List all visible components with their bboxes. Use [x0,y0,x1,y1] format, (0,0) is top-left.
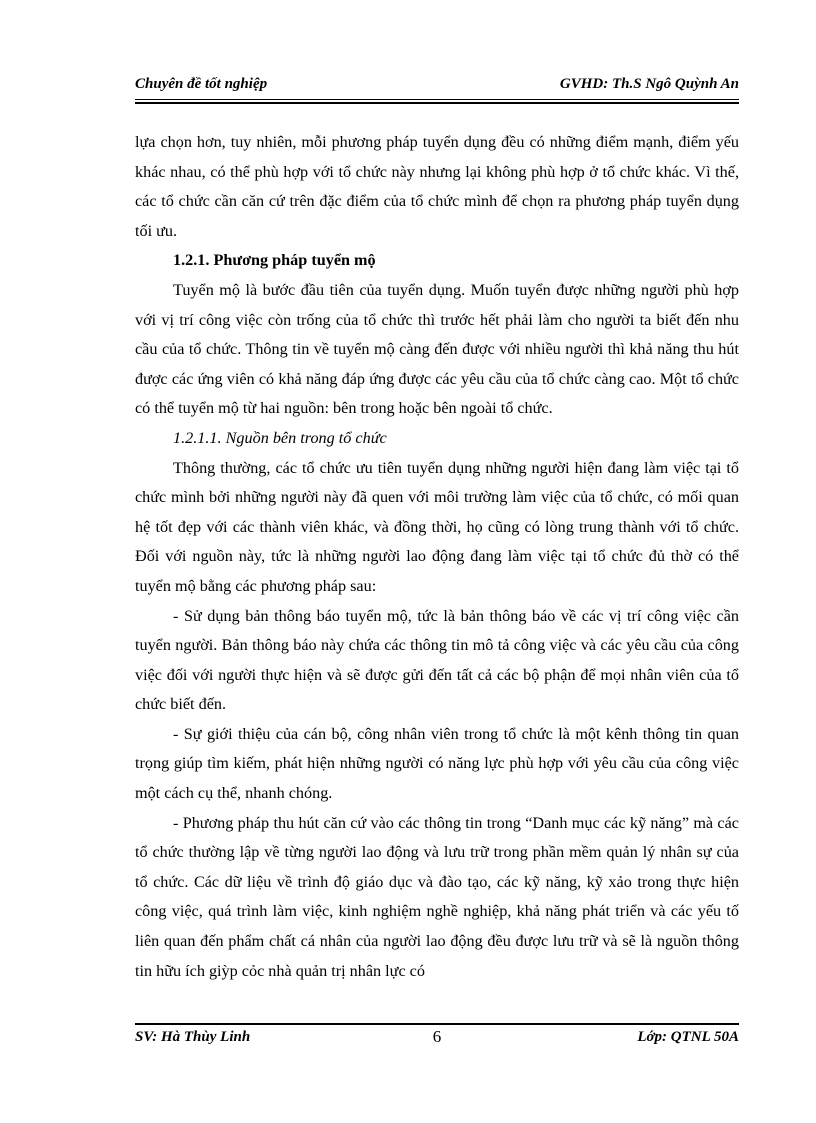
page-number: 6 [432,1027,442,1046]
list-item-referral: - Sự giới thiệu của cán bộ, công nhân viên trong tổ chức là một kênh thông tin quan trọng giúp tìm kiếm, phát hiện những người có năng lực phù hợp với yêu cầu của công việc một cách cụ thể, nhanh chóng. [135,724,739,803]
page-footer [135,1027,739,1057]
page-header [135,74,739,100]
subsection-heading: 1.2.1.1. Nguồn bên trong tổ chức [173,428,387,447]
list-item-notice: - Sử dụng bản thông báo tuyển mộ, tức là bản thông báo về các vị trí công việc cần tuyển người. Bản thông báo này chứa các thông tin mô tả công việc và các yêu cầu của công việc đối với người thực hiện và sẽ được gửi đến tất cả các bộ phận để mọi nhân viên của tổ chức biết đến. [135,606,739,714]
list-item-skills-inventory: - Phương pháp thu hút căn cứ vào các thông tin trong “Danh mục các kỹ năng” mà các tổ chức thường lập về từng người lao động và lưu trữ trong phần mềm quản lý nhân sự của tổ chức. Các dữ liệu về trình độ giáo dục và đào tạo, các kỹ năng, kỹ xảo trong thực hiện công việc, quá trình làm việc, kinh nghiệm nghề nghiệp, khả năng phát triển và các yếu tố liên quan đến phẩm chất cá nhân của người lao động đều được lưu trữ và sẽ là nguồn thông tin hữu ích giỳp cỏc nhà quản trị nhân lực có [135,813,739,980]
header-rule-thin [135,99,739,100]
document-body [135,128,739,986]
paragraph-recruitment: Tuyển mộ là bước đầu tiên của tuyển dụng. Muốn tuyển được những người phù hợp với vị trí công việc còn trống của tổ chức thì trước hết phải làm cho người ta biết đến nhu cầu của tổ chức. Thông tin về tuyển mộ càng đến được với nhiều người thì khả năng thu hút được các ứng viên có khả năng đáp ứng được các yêu cầu của tổ chức càng cao. Một tổ chức có thể tuyển mộ từ hai nguồn: bên trong hoặc bên ngoài tổ chức. [135,280,739,418]
footer-rule [135,1023,739,1025]
header-supervisor: GVHD: Th.S Ngô Quỳnh An [559,76,739,92]
paragraph-continued: lựa chọn hơn, tuy nhiên, mỗi phương pháp tuyển dụng đều có những điểm mạnh, điểm yếu khác nhau, có thể phù hợp với tổ chức này nhưng lại không phù hợp ở tổ chức khác. Vì thế, các tổ chức cần căn cứ trên đặc điểm của tổ chức mình để chọn ra phương pháp tuyển dụng tối ưu. [135,133,739,240]
paragraph-internal-source: Thông thường, các tổ chức ưu tiên tuyển dụng những người hiện đang làm việc tại tổ chức mình bởi những người này đã quen với môi trường làm việc của tổ chức, có mối quan hệ tốt đẹp với các thành viên khác, và đồng thời, họ cũng có lòng trung thành với tổ chức. Đối với nguồn này, tức là những người lao động đang làm việc tại tổ chức đủ thờ có thể tuyển mộ bằng các phương pháp sau: [135,458,739,595]
section-heading: 1.2.1. Phương pháp tuyển mộ [173,251,376,270]
header-title: Chuyên đề tốt nghiệp [135,76,268,92]
header-rule-thick [135,102,739,104]
footer-student: SV: Hà Thùy Linh [135,1029,251,1045]
footer-class: Lớp: QTNL 50A [637,1029,739,1045]
